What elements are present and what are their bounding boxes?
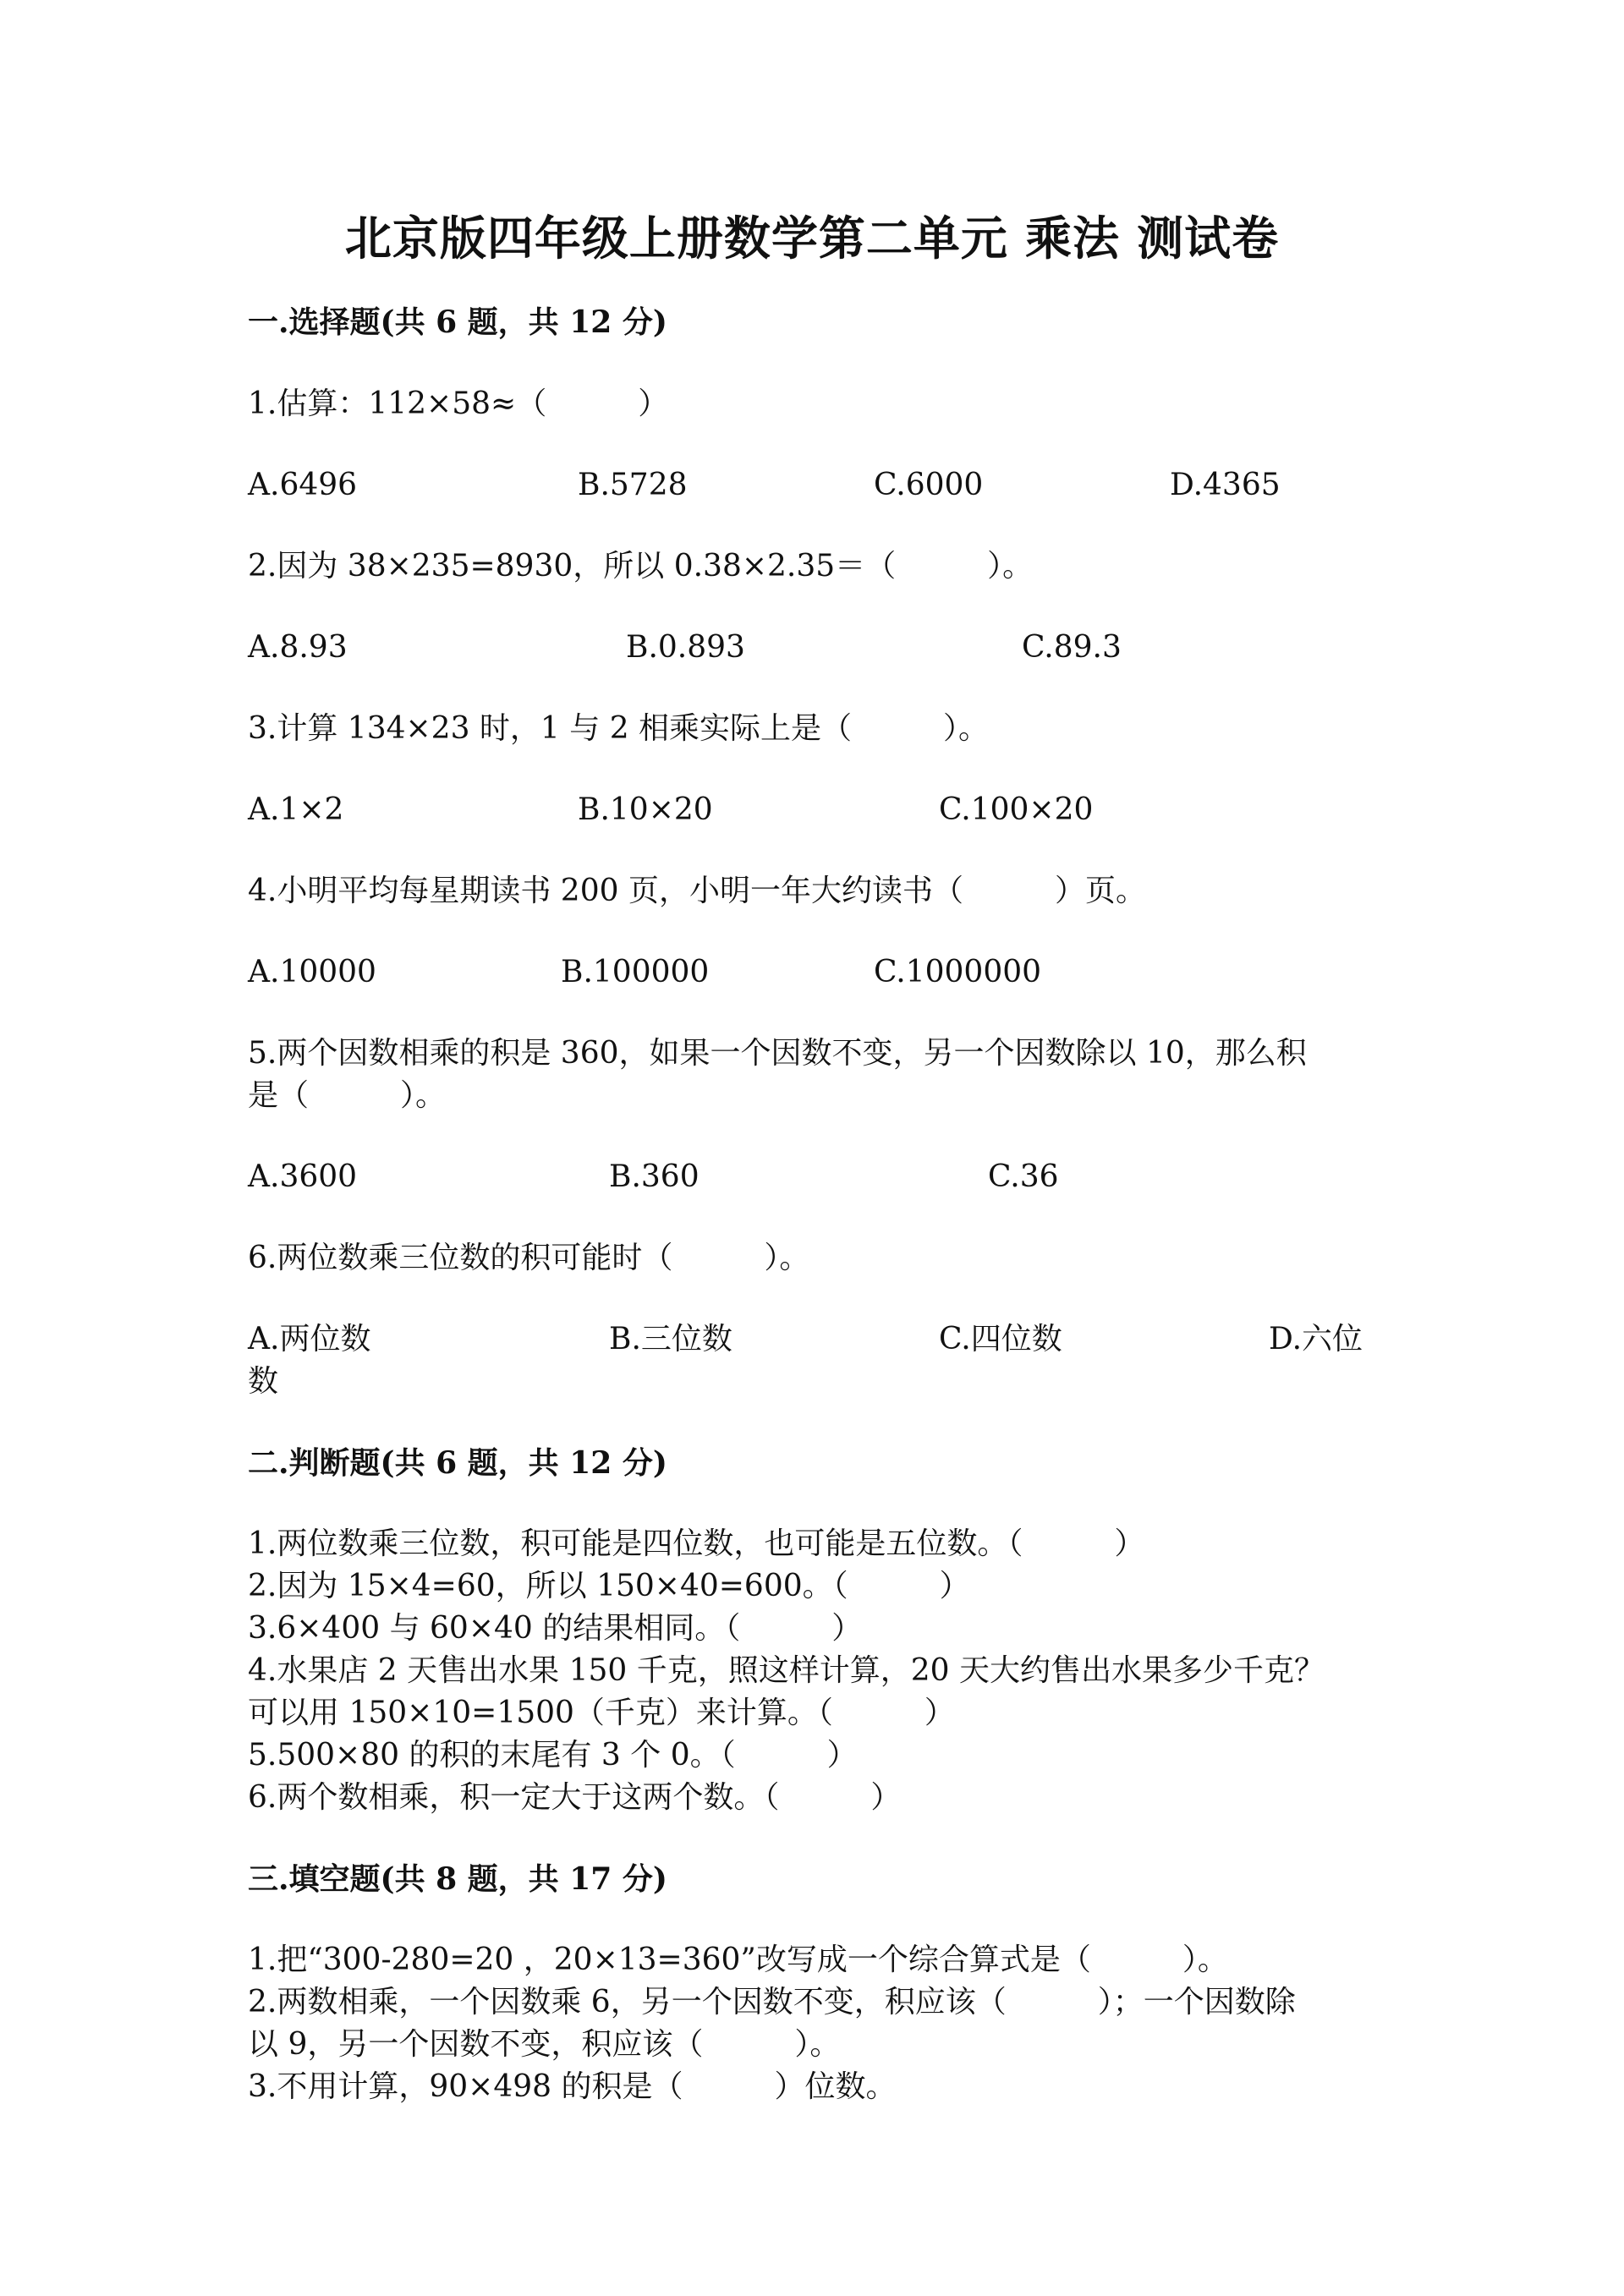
fill-line-2: 2.两数相乘，一个因数乘 6，另一个因数不变，积应该（ ）；一个因数除 (248, 1985, 1296, 2019)
question-1-5-line-2: 是（ ）。 (248, 1078, 447, 1113)
option-1-1-a: A.6496 (248, 468, 358, 502)
fill-line-4: 3.不用计算，90×498 的积是（ ）位数。 (248, 2069, 897, 2104)
option-1-2-c: C.89.3 (1022, 630, 1122, 665)
judge-line-6: 5.500×80 的积的末尾有 3 个 0。（ ） (248, 1738, 858, 1773)
option-1-5-a: A.3600 (248, 1159, 358, 1194)
fill-line-1: 1.把“300-280=20 ，20×13=360”改写成一个综合算式是（ ）。 (248, 1943, 1228, 1977)
option-1-1-d: D.4365 (1170, 468, 1281, 502)
option-1-3-b: B.10×20 (578, 792, 713, 827)
option-1-6-d: D.六位 (1269, 1322, 1363, 1356)
question-1-2: 2.因为 38×235=8930，所以 0.38×2.35＝（ ）。 (248, 549, 1034, 584)
option-1-6-a: A.两位数 (248, 1322, 371, 1356)
judge-line-7: 6.两个数相乘，积一定大于这两个数。（ ） (248, 1780, 902, 1815)
option-1-4-c: C.1000000 (874, 955, 1042, 989)
option-1-2-b: B.0.893 (626, 630, 745, 665)
option-1-3-a: A.1×2 (248, 792, 344, 827)
judge-line-4: 4.水果店 2 天售出水果 150 千克，照这样计算，20 天大约售出水果多少千克？ (248, 1653, 1325, 1688)
option-1-5-b: B.360 (609, 1159, 700, 1194)
option-1-5-c: C.36 (988, 1159, 1059, 1194)
option-1-3-c: C.100×20 (939, 792, 1094, 827)
option-1-2-a: A.8.93 (248, 630, 348, 665)
option-1-4-a: A.10000 (248, 955, 376, 989)
judge-line-1: 1.两位数乘三位数，积可能是四位数，也可能是五位数。（ ） (248, 1526, 1145, 1561)
question-1-3: 3.计算 134×23 时，1 与 2 相乘实际上是（ ）。 (248, 711, 990, 746)
page-title: 北京版四年级上册数学第二单元 乘法 测试卷 (344, 211, 1280, 266)
question-1-5-line-1: 5.两个因数相乘的积是 360，如果一个因数不变，另一个因数除以 10，那么积 (248, 1036, 1307, 1071)
option-1-6-b: B.三位数 (609, 1322, 732, 1356)
judge-line-3: 3.6×400 与 60×40 的结果相同。（ ） (248, 1611, 863, 1646)
option-1-6-c: C.四位数 (939, 1322, 1062, 1356)
section-heading-judge: 二.判断题(共 6 题，共 12 分) (248, 1445, 667, 1481)
question-1-4: 4.小明平均每星期读书 200 页，小明一年大约读书（ ）页。 (248, 874, 1146, 908)
section-heading-choice: 一.选择题(共 6 题，共 12 分) (248, 304, 667, 340)
judge-line-2: 2.因为 15×4=60，所以 150×40=600。（ ） (248, 1569, 970, 1603)
option-1-4-b: B.100000 (561, 955, 710, 989)
judge-line-5: 可以用 150×10=1500（千克）来计算。（ ） (248, 1696, 955, 1730)
option-1-1-c: C.6000 (874, 468, 984, 502)
option-1-1-b: B.5728 (578, 468, 688, 502)
section-heading-fill: 三.填空题(共 8 题，共 17 分) (248, 1861, 667, 1897)
question-1-6: 6.两位数乘三位数的积可能时（ ）。 (248, 1241, 810, 1275)
option-1-6-wrap: 数 (248, 1364, 279, 1399)
fill-line-3: 以 9，另一个因数不变，积应该（ ）。 (248, 2027, 841, 2062)
question-1-1: 1.估算：112×58≈（ ） (248, 386, 669, 421)
